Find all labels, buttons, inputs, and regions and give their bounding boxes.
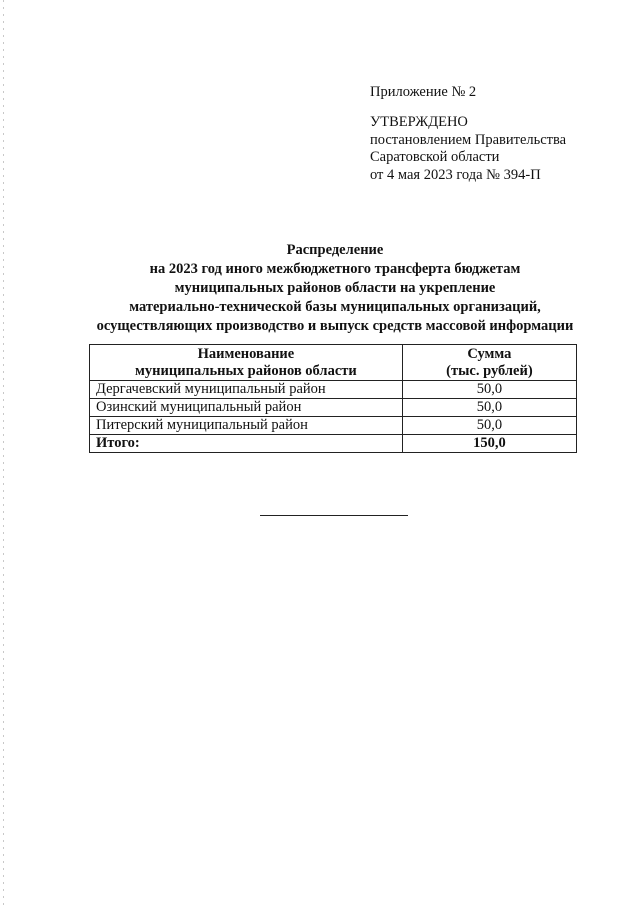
- approval-line-3: от 4 мая 2023 года № 394-П: [370, 166, 541, 183]
- district-name-cell: Озинский муниципальный район: [90, 399, 403, 417]
- district-value-cell: 50,0: [402, 417, 576, 435]
- title-line-3: муниципальных районов области на укрепление: [174, 280, 496, 296]
- header-sum-line-2: (тыс. рублей): [446, 363, 533, 379]
- approval-line-1: постановлением Правительства: [370, 131, 567, 148]
- title-line-1: Распределение: [286, 242, 384, 258]
- district-value-cell: 50,0: [402, 399, 576, 417]
- document-title: [60, 241, 610, 336]
- scan-edge-artifact: [3, 0, 4, 905]
- title-line-2: на 2023 год иного межбюджетного трансферта бюджетам: [149, 261, 521, 277]
- header-name-line-1: Наименование: [197, 346, 295, 362]
- header-sum-line-1: Сумма: [467, 346, 512, 362]
- table-total-row: [90, 435, 577, 453]
- table-row: [90, 399, 577, 417]
- approval-status: УТВЕРЖДЕНО: [370, 114, 468, 130]
- distribution-table: [89, 344, 577, 453]
- district-name-cell: Питерский муниципальный район: [90, 417, 403, 435]
- approval-block: [370, 114, 566, 184]
- total-value-cell: 150,0: [402, 435, 576, 453]
- header-name-cell: [90, 345, 403, 381]
- title-line-5: осуществляющих производство и выпуск средств массовой информации: [96, 318, 574, 334]
- total-label-cell: Итого:: [90, 435, 403, 453]
- district-name-cell: Дергачевский муниципальный район: [90, 381, 403, 399]
- title-line-4: материально-технической базы муниципальных организаций,: [129, 299, 541, 315]
- header-name-line-2: муниципальных районов области: [135, 363, 357, 379]
- table-row: [90, 381, 577, 399]
- approval-line-2: Саратовской области: [370, 149, 500, 165]
- table-row: [90, 417, 577, 435]
- closing-rule: [260, 515, 408, 516]
- header-sum-cell: [402, 345, 576, 381]
- appendix-label: Приложение № 2: [370, 84, 477, 100]
- district-value-cell: 50,0: [402, 381, 576, 399]
- table-header-row: [90, 345, 577, 381]
